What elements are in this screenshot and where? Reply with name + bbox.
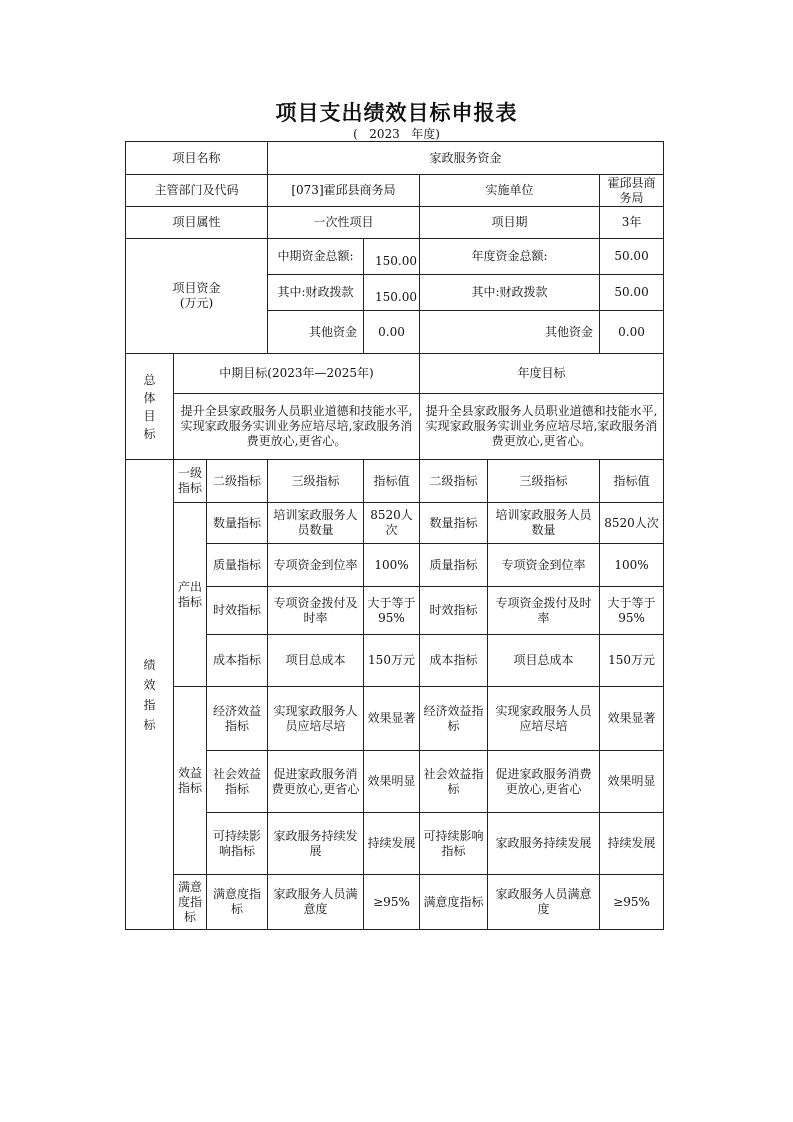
group-output: 产出指标 bbox=[174, 503, 207, 687]
header-valb: 指标值 bbox=[600, 460, 664, 503]
group-benefit: 效益指标 bbox=[174, 687, 207, 875]
header-l2b: 二级指标 bbox=[420, 460, 488, 503]
mid-other-label: 其他资金 bbox=[268, 311, 364, 354]
row-val: 150万元 bbox=[364, 635, 420, 687]
mid-total-value: 150.00 bbox=[364, 239, 420, 275]
row-l2: 社会效益指标 bbox=[207, 751, 268, 813]
group-satisfaction: 满意度指标 bbox=[174, 875, 207, 930]
year-total-label: 年度资金总额: bbox=[420, 239, 600, 275]
year-other-label: 其他资金 bbox=[420, 311, 600, 354]
header-l1: 一级指标 bbox=[174, 460, 207, 503]
row-l2: 满意度指标 bbox=[207, 875, 268, 930]
row-val: 100% bbox=[364, 544, 420, 587]
year-other-value: 0.00 bbox=[600, 311, 664, 354]
row-l2: 数量指标 bbox=[207, 503, 268, 544]
row-l3b: 家政服务持续发展 bbox=[488, 813, 600, 875]
mid-total-label: 中期资金总额: bbox=[268, 239, 364, 275]
row-valb: 8520人次 bbox=[600, 503, 664, 544]
row-l2b: 数量指标 bbox=[420, 503, 488, 544]
table-row bbox=[126, 813, 664, 875]
year-total-value: 50.00 bbox=[600, 239, 664, 275]
row-valb: 100% bbox=[600, 544, 664, 587]
mid-goal-header: 中期目标(2023年—2025年) bbox=[174, 354, 420, 394]
row-val: 大于等于95% bbox=[364, 587, 420, 635]
row-l3b: 专项资金到位率 bbox=[488, 544, 600, 587]
row-l2b: 成本指标 bbox=[420, 635, 488, 687]
header-l3b: 三级指标 bbox=[488, 460, 600, 503]
header-val: 指标值 bbox=[364, 460, 420, 503]
row-l3: 促进家政服务消费更放心,更省心 bbox=[268, 751, 364, 813]
unit-value: 霍邱县商务局 bbox=[600, 175, 664, 207]
row-l2: 成本指标 bbox=[207, 635, 268, 687]
year-goal-text: 提升全县家政服务人员职业道德和技能水平,实现家政服务实训业务应培尽培,家政服务消费更放心,更省心。 bbox=[420, 394, 664, 460]
row-l3: 专项资金拨付及时率 bbox=[268, 587, 364, 635]
row-l2: 经济效益指标 bbox=[207, 687, 268, 751]
row-l3: 家政服务人员满意度 bbox=[268, 875, 364, 930]
row-l3: 家政服务持续发展 bbox=[268, 813, 364, 875]
attr-label: 项目属性 bbox=[126, 207, 268, 239]
mid-goal-text: 提升全县家政服务人员职业道德和技能水平,实现家政服务实训业务应培尽培,家政服务消费更放心,更省心。 bbox=[174, 394, 420, 460]
year-goal-header: 年度目标 bbox=[420, 354, 664, 394]
row-l3: 专项资金到位率 bbox=[268, 544, 364, 587]
row-l3b: 培训家政服务人员数量 bbox=[488, 503, 600, 544]
funds-label-line1: 项目资金 bbox=[172, 281, 221, 295]
row-l2b: 满意度指标 bbox=[420, 875, 488, 930]
overall-goal-label bbox=[126, 354, 174, 460]
row-l3: 项目总成本 bbox=[268, 635, 364, 687]
table-row bbox=[126, 503, 664, 544]
row-l2: 质量指标 bbox=[207, 544, 268, 587]
project-name-label: 项目名称 bbox=[126, 142, 268, 175]
row-val: ≥95% bbox=[364, 875, 420, 930]
dept-value: [073]霍邱县商务局 bbox=[268, 175, 420, 207]
row-l3b: 家政服务人员满意度 bbox=[488, 875, 600, 930]
row-l3b: 专项资金拨付及时率 bbox=[488, 587, 600, 635]
row-valb: 大于等于95% bbox=[600, 587, 664, 635]
funds-label bbox=[126, 239, 268, 354]
row-valb: 持续发展 bbox=[600, 813, 664, 875]
row-l2b: 经济效益指标 bbox=[420, 687, 488, 751]
table-row bbox=[126, 635, 664, 687]
indicator-section-label bbox=[126, 460, 174, 930]
year-fiscal-value: 50.00 bbox=[600, 275, 664, 311]
page-title: 项目支出绩效目标申报表 bbox=[275, 101, 518, 125]
row-valb: ≥95% bbox=[600, 875, 664, 930]
year-fiscal-label: 其中:财政拨款 bbox=[420, 275, 600, 311]
indicator-section-label-text: 绩效指标 bbox=[143, 657, 156, 732]
header-l3: 三级指标 bbox=[268, 460, 364, 503]
table-row bbox=[126, 544, 664, 587]
mid-fiscal-label: 其中:财政拨款 bbox=[268, 275, 364, 311]
row-l2: 可持续影响指标 bbox=[207, 813, 268, 875]
period-label: 项目期 bbox=[420, 207, 600, 239]
report-year: ( 2023 年度) bbox=[353, 127, 440, 141]
unit-label: 实施单位 bbox=[420, 175, 600, 207]
row-l2b: 社会效益指标 bbox=[420, 751, 488, 813]
row-l3: 实现家政服务人员应培尽培 bbox=[268, 687, 364, 751]
row-valb: 150万元 bbox=[600, 635, 664, 687]
table-row bbox=[126, 751, 664, 813]
period-value: 3年 bbox=[600, 207, 664, 239]
row-l2b: 时效指标 bbox=[420, 587, 488, 635]
performance-target-table bbox=[125, 141, 664, 930]
row-l3b: 项目总成本 bbox=[488, 635, 600, 687]
dept-label: 主管部门及代码 bbox=[126, 175, 268, 207]
table-row bbox=[126, 687, 664, 751]
funds-label-line2: (万元) bbox=[179, 296, 214, 310]
row-l2b: 可持续影响指标 bbox=[420, 813, 488, 875]
row-val: 8520人次 bbox=[364, 503, 420, 544]
table-row bbox=[126, 875, 664, 930]
row-val: 效果显著 bbox=[364, 687, 420, 751]
attr-value: 一次性项目 bbox=[268, 207, 420, 239]
project-name-value: 家政服务资金 bbox=[268, 142, 664, 175]
row-val: 持续发展 bbox=[364, 813, 420, 875]
row-l2: 时效指标 bbox=[207, 587, 268, 635]
row-l3: 培训家政服务人员数量 bbox=[268, 503, 364, 544]
row-valb: 效果明显 bbox=[600, 751, 664, 813]
mid-fiscal-value: 150.00 bbox=[364, 275, 420, 311]
overall-goal-label-text: 总体目标 bbox=[143, 372, 156, 441]
row-valb: 效果显著 bbox=[600, 687, 664, 751]
row-l2b: 质量指标 bbox=[420, 544, 488, 587]
header-l2: 二级指标 bbox=[207, 460, 268, 503]
mid-other-value: 0.00 bbox=[364, 311, 420, 354]
row-l3b: 实现家政服务人员应培尽培 bbox=[488, 687, 600, 751]
row-val: 效果明显 bbox=[364, 751, 420, 813]
row-l3b: 促进家政服务消费更放心,更省心 bbox=[488, 751, 600, 813]
table-row bbox=[126, 587, 664, 635]
